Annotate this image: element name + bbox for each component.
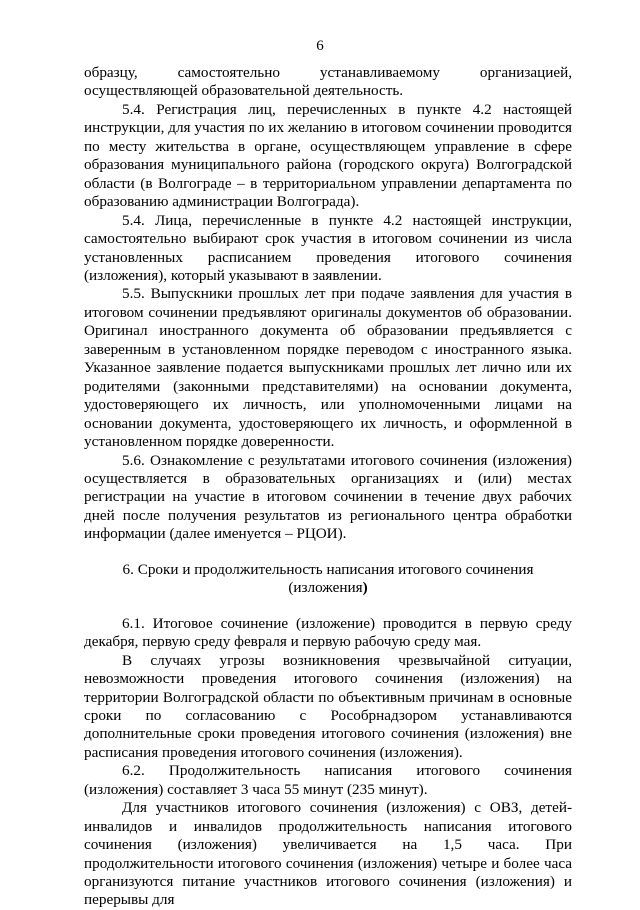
document-body <box>84 64 572 910</box>
paragraph-6-2: 6.2. Продолжительность написания итогового сочинения (изложения) составляет 3 часа 55 минут (235 минут). <box>84 762 572 798</box>
paragraph-5-4-registration: 5.4. Регистрация лиц, перечисленных в пункте 4.2 настоящей инструкции, для участия по их желанию в итоговом сочинении проводится по месту жительства в органе, осуществляющем управление в сфере образования муниципального района (городского округа) Волгоградской области (в Волгограде – в территориальном управлении департамента по образованию администрации Волгограда). <box>84 100 572 211</box>
section-heading <box>84 561 572 598</box>
paragraph-emergency: В случаях угрозы возникновения чрезвычайной ситуации, невозможности проведения итогового сочинения (изложения) на территории Волгоградской области по объективным причинам в основные сроки по согласованию с Рособрнадзором устанавливаются дополнительные сроки проведения итогового сочинения (изложения) вне расписания проведения итогового сочинения (изложения). <box>84 651 572 761</box>
section-heading-line2-text: (изложения <box>288 579 363 597</box>
page-number: 6 <box>316 38 324 54</box>
paragraph-continuation: образцу, самостоятельно устанавливаемому организацией, осуществляющей образовательной деятельность. <box>84 64 572 100</box>
section-heading-closing-bracket: ) <box>362 579 368 597</box>
paragraph-5-6: 5.6. Ознакомление с результатами итогового сочинения (изложения) осуществляется в образовательных организациях и (или) местах регистрации на участие в итоговом сочинении в течение двух рабочих дней после получения результатов из регионального центра обработки информации (далее именуется – РЦОИ). <box>84 451 572 543</box>
paragraph-5-5: 5.5. Выпускники прошлых лет при подаче заявления для участия в итоговом сочинении предъявляют оригиналы документов об образовании. Оригинал иностранного документа об образовании предъявляется с заверенным в установленном порядке переводом с иностранного языка. Указанное заявление подается выпускниками прошлых лет лично или их родителями (законными представителями) на основании документа, удостоверяющего их личность, или уполномоченными лицами на основании документа, удостоверяющего их личность, и оформленной в установленном порядке доверенности. <box>84 285 572 451</box>
section-heading-line2 <box>84 579 572 597</box>
paragraph-5-4-dates: 5.4. Лица, перечисленные в пункте 4.2 настоящей инструкции, самостоятельно выбирают срок участия в итоговом сочинении из числа установленных расписанием проведения итогового сочинения (изложения), который указывают в заявлении. <box>84 211 572 284</box>
paragraph-ovz: Для участников итогового сочинения (изложения) с ОВЗ, детей-инвалидов и инвалидов продолжительность написания итогового сочинения (изложения) увеличивается на 1,5 часа. При продолжительности итогового сочинения (изложения) четыре и более часа организуются питание участников итогового сочинения (изложения) и перерывы для <box>84 799 572 909</box>
section-heading-line1: 6. Сроки и продолжительность написания итогового сочинения <box>122 560 534 578</box>
paragraph-6-1: 6.1. Итоговое сочинение (изложение) проводится в первую среду декабря, первую среду февраля и первую рабочую среду мая. <box>84 614 572 651</box>
